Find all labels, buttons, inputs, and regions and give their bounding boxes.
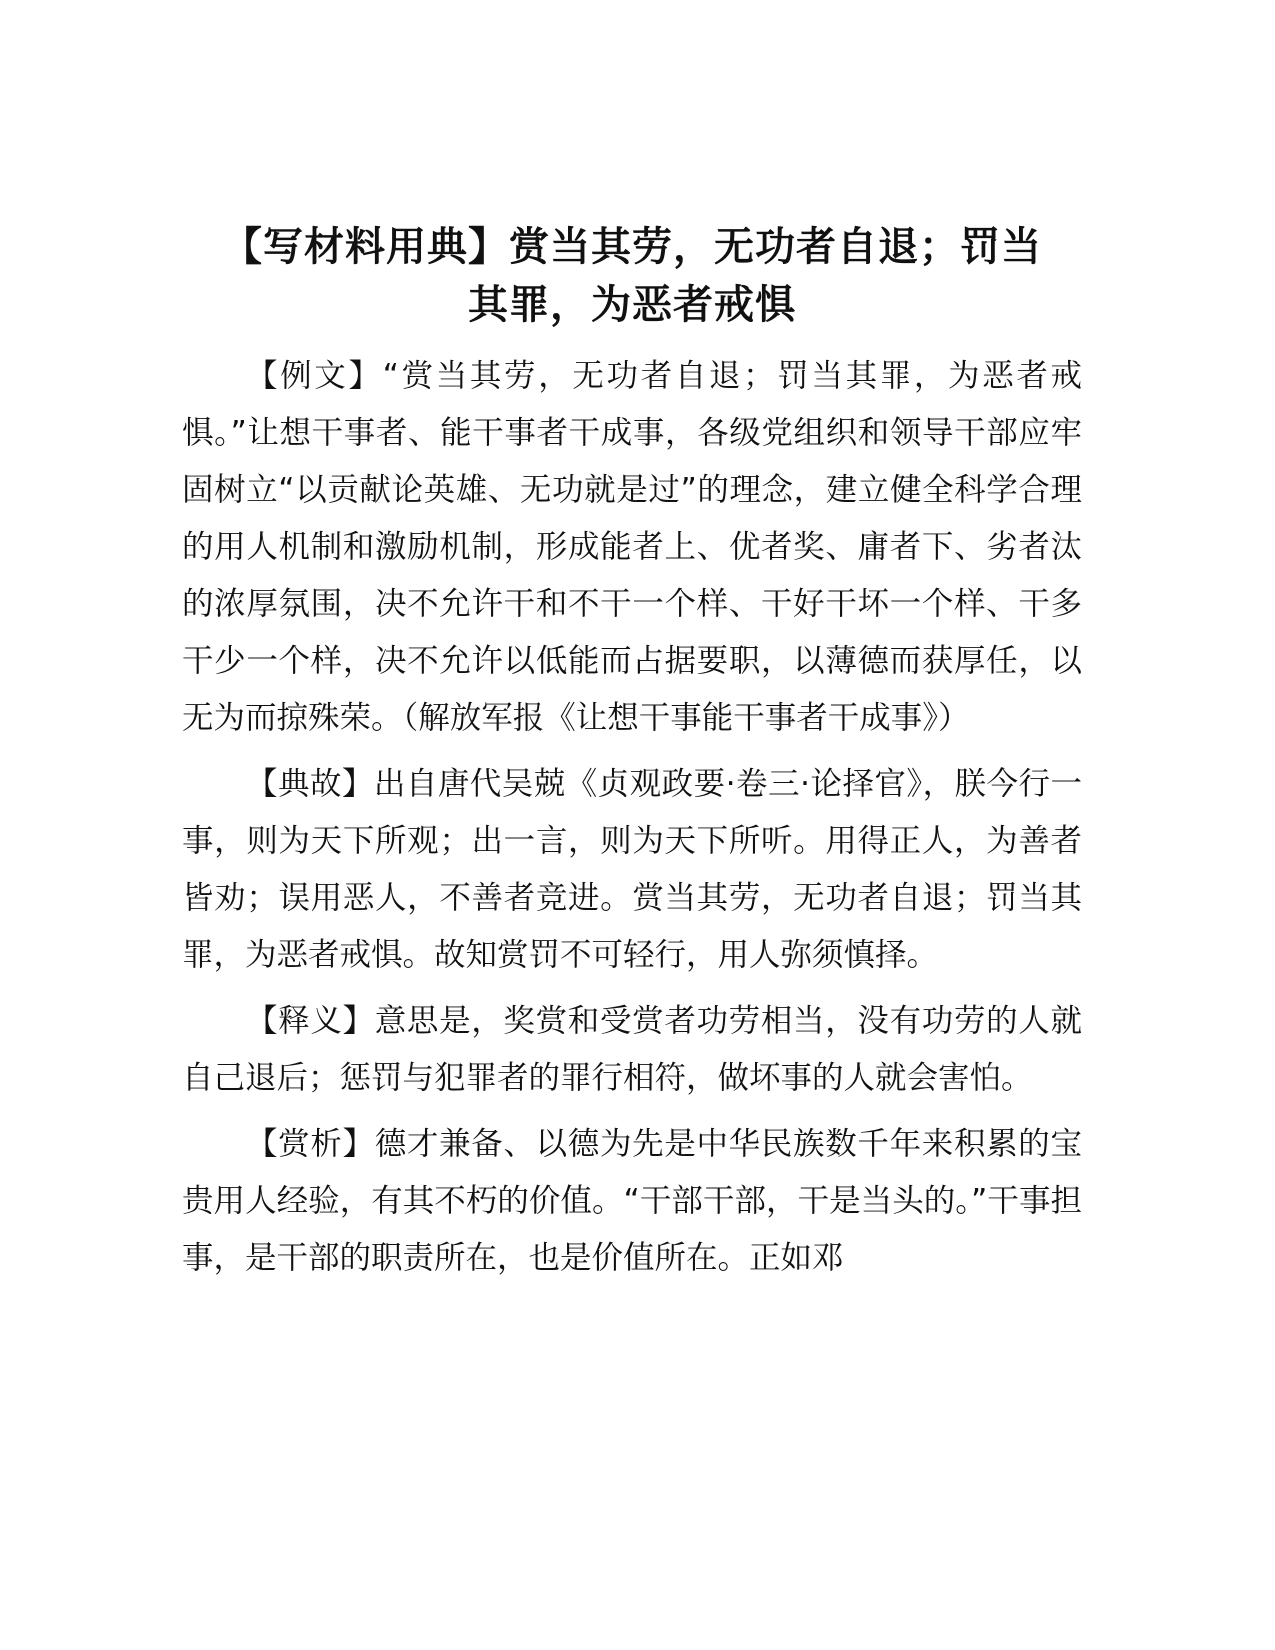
paragraph-tag: 【典故】 [246, 766, 374, 802]
paragraph-appreciation [182, 1116, 1082, 1287]
paragraph-interpretation [182, 993, 1082, 1107]
document-body [182, 218, 1082, 1287]
paragraph-example [182, 348, 1082, 747]
document-title [182, 218, 1082, 334]
paragraph-allusion [182, 756, 1082, 984]
paragraph-text: “赏当其劳，无功者自退；罚当其罪，为恶者戒惧。”让想干事者、能干事者干成事，各级党组织和领导干部应牢固树立“以贡献论英雄、无功就是过”的理念，建立健全科学合理的用人机制和激励机制，形成能者上、优者奖、庸者下、劣者汰的浓厚氛围，决不允许干和不干一个样、干好干坏一个样、干多干少一个样，决不允许以低能而占据要职，以薄德而获厚任，以无为而掠殊荣。（解放军报《让想干事能干事者干成事》） [182, 358, 1082, 736]
paragraph-text: 意思是，奖赏和受赏者功劳相当，没有功劳的人就自己退后；惩罚与犯罪者的罪行相符，做坏事的人就会害怕。 [182, 1003, 1082, 1096]
paragraph-tag: 【赏析】 [246, 1126, 375, 1162]
paragraph-tag: 【例文】 [246, 358, 383, 394]
title-line-2: 其罪，为恶者戒惧 [468, 282, 796, 328]
paragraph-text: 德才兼备、以德为先是中华民族数千年来积累的宝贵用人经验，有其不朽的价值。“干部干部，干是当头的。”干事担事，是干部的职责所在，也是价值所在。正如邓 [182, 1126, 1082, 1276]
paragraph-text: 出自唐代吴兢《贞观政要·卷三·论择官》，朕今行一事，则为天下所观；出一言，则为天下所听。用得正人，为善者皆劝；误用恶人，不善者竞进。赏当其劳，无功者自退；罚当其罪，为恶者戒惧。故知赏罚不可轻行，用人弥须慎择。 [182, 766, 1082, 973]
title-line-1: 【写材料用典】赏当其劳，无功者自退；罚当 [222, 224, 1042, 270]
paragraph-tag: 【释义】 [246, 1003, 375, 1039]
